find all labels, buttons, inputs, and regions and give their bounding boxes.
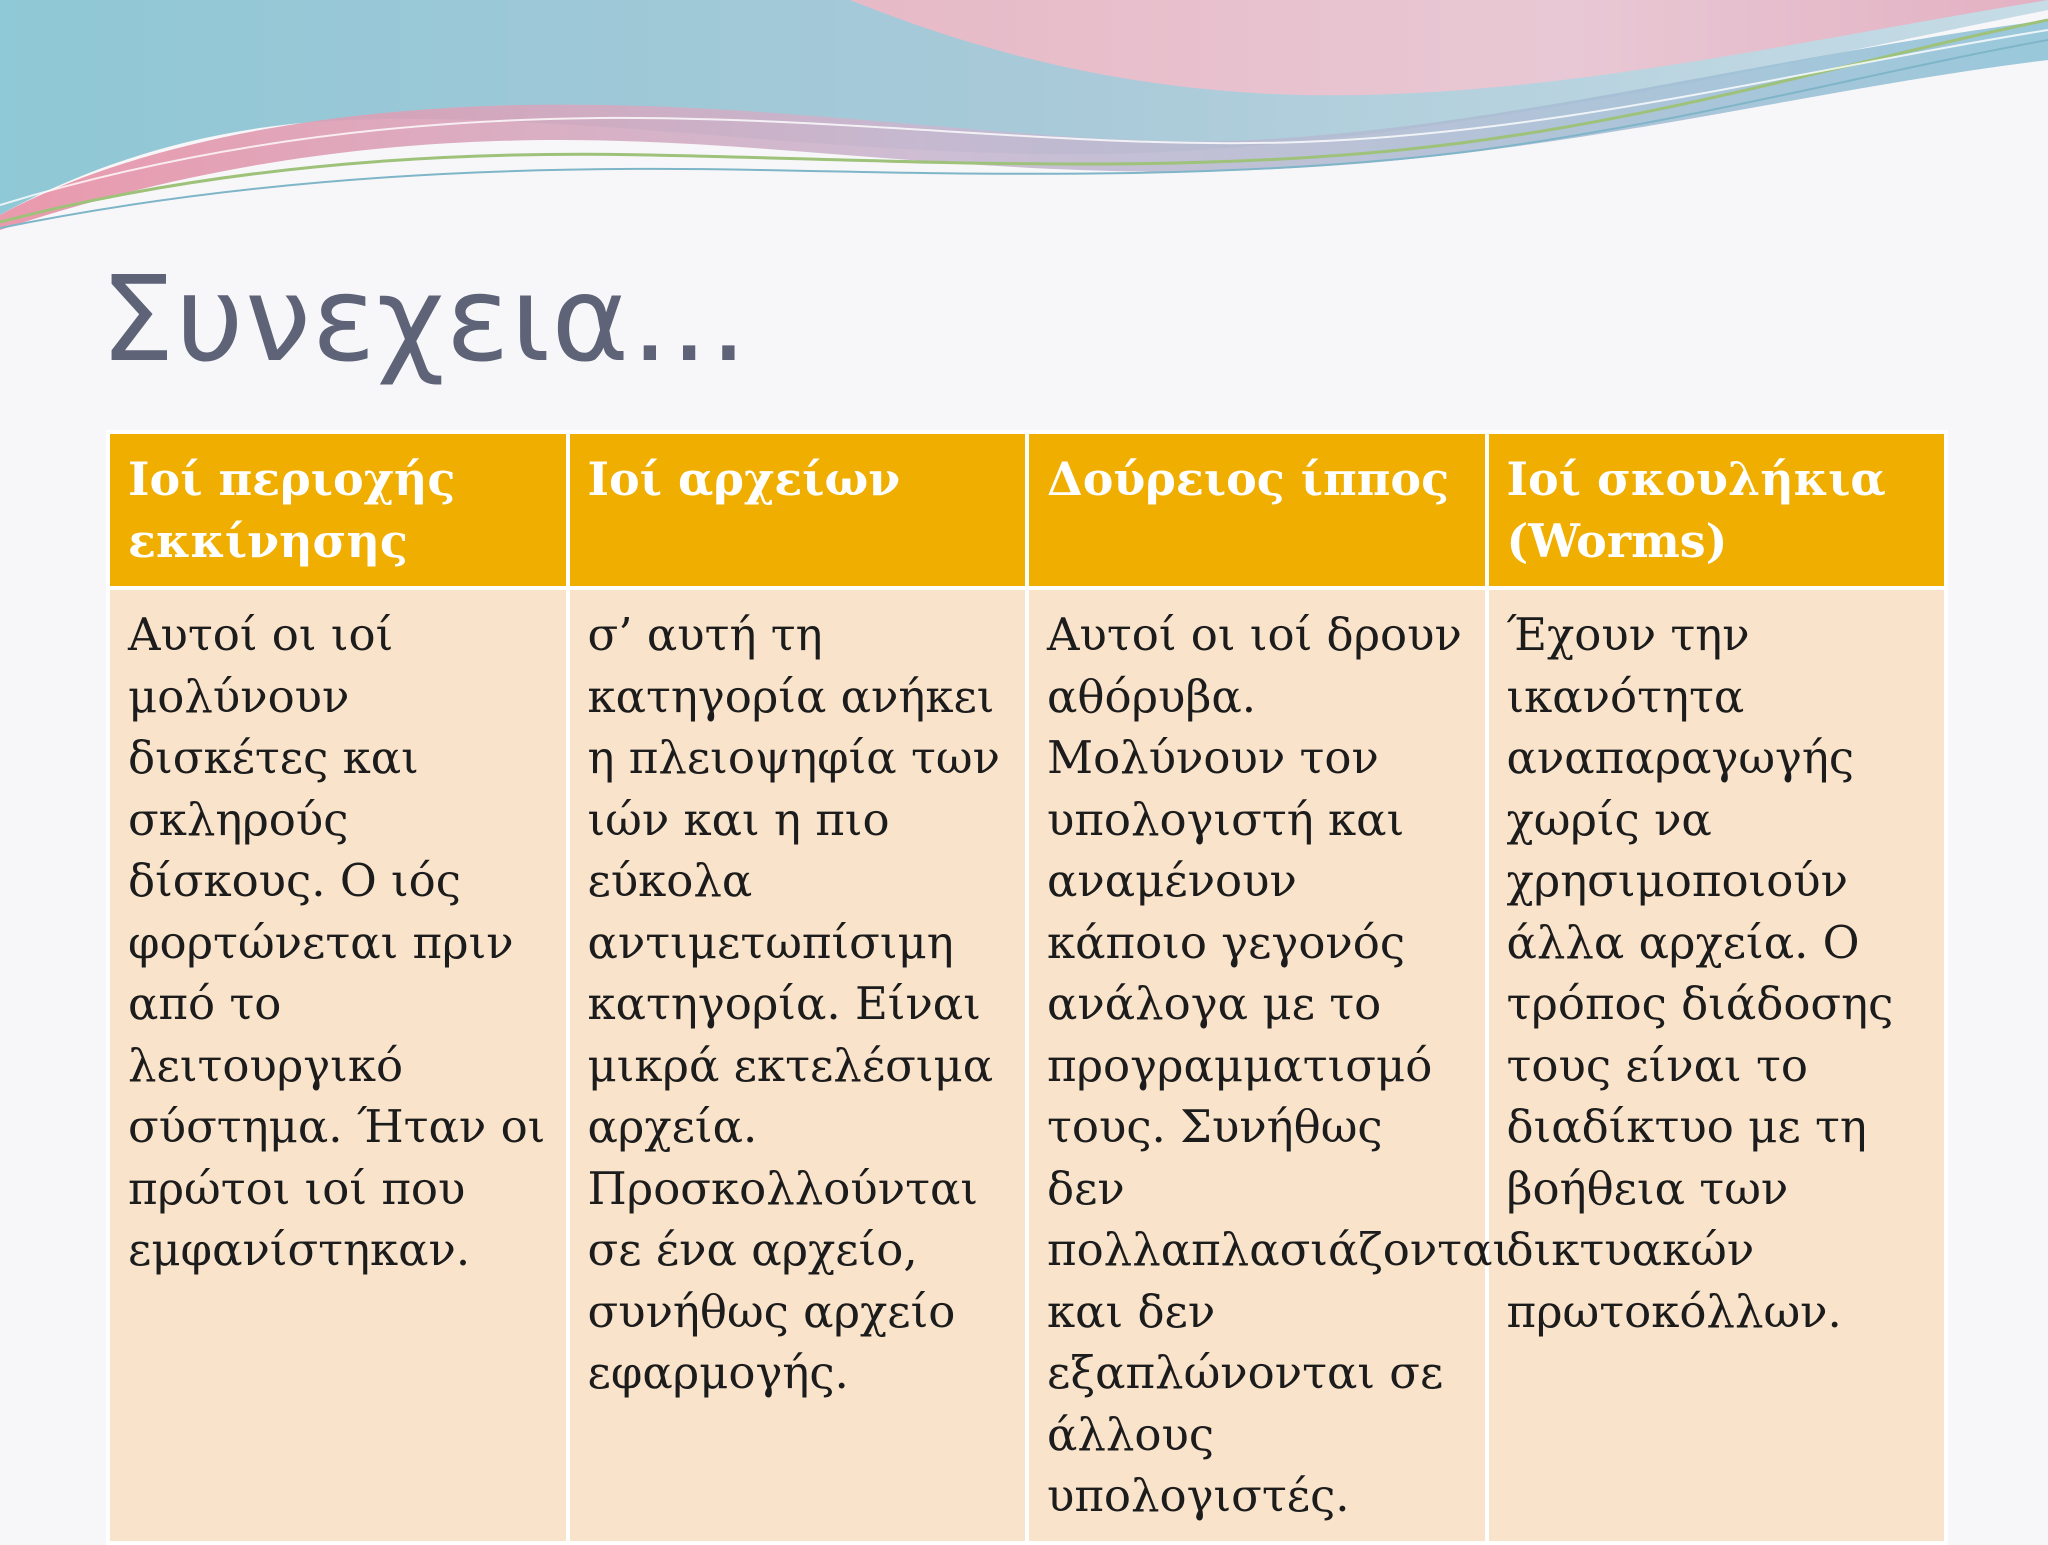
header-trojan-horse: Δούρειος ίππος (1027, 432, 1487, 588)
table-row (108, 588, 1946, 1543)
decorative-waves (0, 0, 2048, 260)
header-file-viruses: Ιοί αρχείων (568, 432, 1028, 588)
slide-title: Συνεχεια… (100, 250, 750, 388)
cell-boot-sector-viruses: Αυτοί οι ιοί μολύνουν δισκέτες και σκληρούς δίσκους. Ο ιός φορτώνεται πριν από το λειτουργικό σύστημα. Ήταν οι πρώτοι ιοί που εμφανίστηκαν. (108, 588, 568, 1543)
table-header-row (108, 432, 1946, 588)
cell-file-viruses: σ’ αυτή τη κατηγορία ανήκει η πλειοψηφία των ιών και η πιο εύκολα αντιμετωπίσιμη κατηγορία. Είναι μικρά εκτελέσιμα αρχεία. Προσκολλούνται σε ένα αρχείο, συνήθως αρχείο εφαρμογής. (568, 588, 1028, 1543)
header-worms: Ιοί σκουλήκια (Worms) (1487, 432, 1947, 588)
header-boot-sector-viruses: Ιοί περιοχής εκκίνησης (108, 432, 568, 588)
cell-worms: Έχουν την ικανότητα αναπαραγωγής χωρίς να χρησιμοποιούν άλλα αρχεία. Ο τρόπος διάδοσης τους είναι το διαδίκτυο με τη βοήθεια των δικτυακών πρωτοκόλλων. (1487, 588, 1947, 1543)
virus-types-table (106, 430, 1948, 1545)
cell-trojan-horse: Αυτοί οι ιοί δρουν αθόρυβα. Μολύνουν τον υπολογιστή και αναμένουν κάποιο γεγονός ανάλογα με το προγραμματισμό τους. Συνήθως δεν πολλαπλασιάζονται και δεν εξαπλώνονται σε άλλους υπολογιστές. (1027, 588, 1487, 1543)
